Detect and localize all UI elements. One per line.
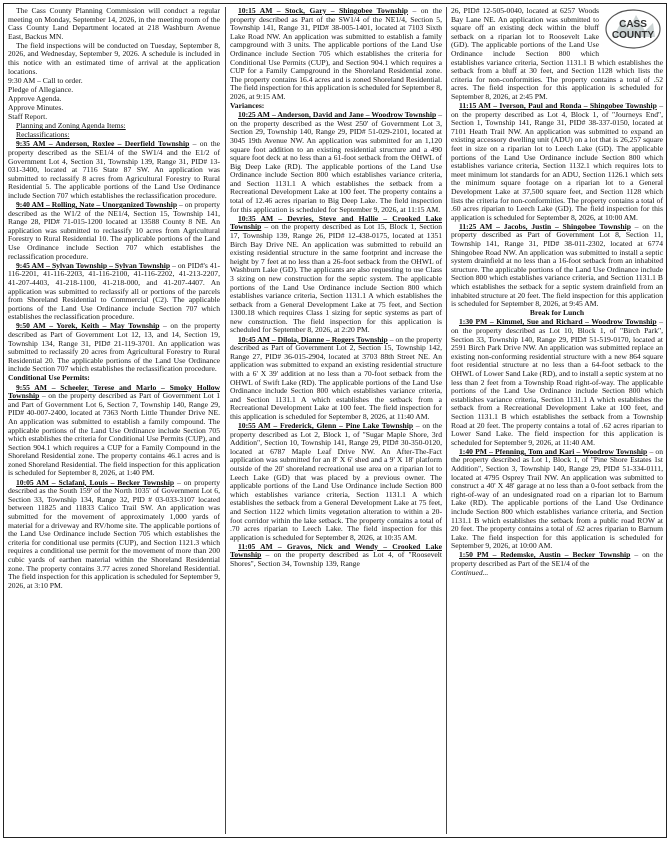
section-heading: Conditional Use Permits:: [8, 373, 90, 383]
item-heading: 10:05 AM – Sclafani, Louis – Becker Township: [16, 477, 175, 487]
break-label: Break for Lunch: [529, 308, 585, 318]
item-body-continued: 26, PID# 12-505-0040, located at 6257 Woods Bay Lane NE. An application was submitted to square off an existing deck within the bluff setback on a riparian lot to Roosevelt Lake (GD). The applicable portions of the Land Use Ordinance include Section 800 which establishes variance criteria, Section 1131.1 B which establishes the setback from a bluff at 30 feet, and Section 1128 which lists the criteria for non-conformities. The property contains a total of .52 acres. The field inspection for this application is scheduled for September 8, 2026, at 2:45 PM.: [451, 6, 663, 101]
logo-line-2: COUNTY: [611, 30, 655, 41]
intro-paragraph: The Cass County Planning Commission will conduct a regular meeting on Monday, September 14, 2026, in the meeting room of the Cass County Land Department located at 218 Washburn Avenue East, Backus MN.: [8, 6, 220, 41]
item-body: – on the property described as Lot 1, Block 1, of "Pine Shore Estates 1st Addition", Section 3, Township 140, Range 29, PID# 51-334-0111, located at 4795 Osprey Trail NW. An application was submitted to construct a 40' X 48' garage at no less than a 0-foot setback from the right-of-way of an undesignated road on a riparian lot to Barnum Lake (RD). The applicable portions of the Land Use Ordinance include Section 800 which establishes variance criteria, and Section 1131.1 B which establishes the setback from a public road ROW at 20 feet. The property contains a total of .62 acres riparian to Barnum Lake. The field inspection for this application is scheduled for September 9, 2026, at 10:00 AM.: [451, 446, 663, 551]
column-divider: [446, 7, 447, 834]
agenda-item: [8, 322, 220, 374]
item-body: – on the property described as Part of the SW1/4 of the NE1/4, Section 5, Township 141, Range 31, PID# 38-005-1401, located at 7103 Sixth Lake Road NW. An application was submitted to establish a family campground with 3 units. The applicable portions of the Land Use Ordinance include Section 705 which establishes the criteria for Conditional Use Permits (CUP), and Section 904.1 which requires a CUP for a Family Campground in the Shoreland Residential zone. The property contains 16.4 acres and is zoned Shoreland Residential. The field inspection for this application is scheduled for September 8, 2026, at 9:15 AM.: [230, 6, 443, 101]
logo-line-1: CASS: [619, 19, 647, 30]
item-body: – on property described as the South 159' of the North 1035' of Government Lot 6, Section 33, Township 134, Range 32, PID # 03-033-3107 located between 11825 and 11833 Calico Trail SW. An application was submitted for the movement of approximately 1,000 yards of material for a driveway and RV/home site. The applicable portions of the Land Use Ordinance include Section 705 which establishes the criteria for conditional use permits (CUP), and Section 1121.3 which requires a conditional use permit for the movement of more than 200 cubic yards of earthen material within the Shoreland Residential zone. The property contains 3.77 acres zoned Shoreland Residential. The field inspection for this application is scheduled for September 9, 2026, at 3:10 PM.: [8, 477, 220, 590]
section-heading: Reclassifications:: [16, 130, 70, 140]
item-heading: 11:25 AM – Jacobs, Justin – Shingobee Township: [459, 221, 631, 231]
item-heading: 1:30 PM – Kimmel, Sue and Richard – Woodrow Township: [459, 317, 657, 327]
agenda-item: [230, 336, 442, 422]
agenda-item: [451, 551, 663, 568]
agenda-item: [230, 422, 442, 542]
item-heading: 10:35 AM – Devries, Steve and Hallie – Crooked Lake Township: [230, 213, 442, 232]
item-heading: 11:15 AM – Iverson, Paul and Ronda – Shingobee Township: [459, 101, 657, 111]
item-body: – on the property described as Part of Government Lot 2, Section 15, Township 142, Range 27, PID# 36-015-2904, located at 3703 88th Street NE. An application was submitted to expand an existing residential structure with a 6' X 39' addition at no less than a 70-foot setback from the OHWL of Swift Lake (RD). The applicable portions of the Land Use Ordinance include Section 800 which establishes variance criteria, and Section 1131.1 A which establishes the setback from a Recreational Development Lake at 100 feet. The field inspection for this application is scheduled for September 8, 2026, at 11:40 AM.: [230, 334, 442, 421]
agenda-line: 9:30 AM – Call to order.: [8, 75, 83, 85]
agenda-item: [230, 543, 442, 569]
item-body: – on the property described as Part of Government Lot 12, 13, and 14, Section 19, Township 134, Range 31, PID# 21-119-3701. An application was submitted to reclassify 20 acres from Agricultural Forestry to Rural Residential 20. The applicable portions of the Land Use Ordinance include Section 707 which establishes the reclassification procedure.: [8, 321, 220, 374]
legal-notice-page: [3, 3, 667, 838]
agenda-line: Approve Agenda.: [8, 93, 62, 103]
agenda-item: [230, 111, 442, 214]
item-body: – on property described as the W1/2 of the NE1/4, Section 15, Township 141, Range 28, PID# 71-015-1200 located at 13588 County 8 NE. An application was submitted to reclassify 10 acres from Agricultural Forestry to Rural Residential 10. The applicable portions of the Land Use Ordinance include Section 707 which establishes the reclassification procedure.: [8, 200, 220, 261]
item-body: – on the property described as Part of Government Lot 1 and Part of Government Lot 6, Section 7, Township 140, Range 29, PID# 40-007-2400, located at 7363 North Little Thunder Drive NE. An application was submitted to establish a family compound. The applicable portions of the Land Use Ordinance include Section 705 which establishes the criteria for Conditional Use Permits (CUP), and Section 904.1 which requires a CUP for a Family Compound in the Shoreland Residential zone. The property contains 46.1 acres and is zoned Shoreland Residential. The field inspection for this application is scheduled for September 8, 2026, at 1:40 PM.: [8, 391, 220, 478]
item-heading: 10:15 AM – Stock, Gary – Shingobee Township: [238, 6, 409, 15]
item-heading: 9:55 AM – Scheeler, Terese and Marlo – Smoky Hollow Township: [8, 382, 220, 401]
agenda-item: [451, 318, 663, 447]
agenda-item: [8, 479, 220, 591]
agenda-item: [8, 384, 220, 479]
agenda-item: [8, 140, 220, 200]
section-heading: Planning and Zoning Agenda Items:: [16, 121, 126, 131]
item-heading: 9:35 AM – Anderson, Roxlee – Deerfield Township: [16, 139, 190, 149]
agenda-item: [230, 215, 442, 335]
item-body: – on the property described as Lot 4, of "Roosevelt Shores", Section 34, Township 139, Range: [230, 550, 442, 568]
column-2: [230, 7, 442, 569]
agenda-item: [8, 262, 220, 322]
section-heading: Variances:: [230, 101, 265, 111]
item-body: – on the property described as Part of Government Lot 8, Section 11, Township 141, Range 31, PID# 38-011-2302, located at 6774 Shingobee Road NW. An application was submitted to install a septic system drainfield at no less than a 16-foot setback from an inhabited structure. The applicable portions of the Land Use Ordinance include Section 800 which establishes variance criteria, and Section 1131.1 B which establishes the setback for a septic system drainfield from an inhabited structure at 20 feet. The field inspection for this application is scheduled for September 8, 2026, at 9:45 AM.: [451, 221, 663, 309]
agenda-item: [8, 201, 220, 261]
cass-county-logo: [603, 7, 663, 51]
agenda-line: Staff Report.: [8, 112, 48, 122]
column-3: [451, 7, 663, 578]
item-body: – on the property described as Part of the SE1/4 of the: [451, 550, 663, 568]
item-heading: 9:50 AM – Yorek, Keith – May Township: [16, 321, 160, 331]
item-heading: 10:45 AM – Diloia, Dianne – Rogers Township: [238, 334, 388, 344]
item-heading: 11:05 AM – Gravos, Nick and Wendy – Crooked Lake Township: [230, 541, 442, 560]
county-seal-icon: [603, 7, 663, 51]
agenda-line: Approve Minutes.: [8, 103, 64, 113]
item-body: – on the property described as Lot 4, Block 1, of "Journeys End", Section 1, Township 141, Range 31, PID# 38-337-0150, located at 7101 Heath Trail NW. An application was submitted to expand an existing accessory dwelling unit (ADU) on a lot that is 26,257 square feet in size on a riparian lot to Leech Lake (GD). The applicable portions of the Land Use Ordinance include Section 800 which establishes variance criteria, Section 1132.1 which requires lots to meet minimum lot standards for an ADU, Section 1126.1 which sets the minimum square footage on a riparian lot to a General Development Lake at 37,500 square feet, and Section 1128 which lists the criteria for non-conformities. The property contains a total of .60 acres riparian to Leech Lake (GD). The field inspection for this application is scheduled for September 8, 2026, at 10:00 AM.: [451, 101, 663, 222]
item-body: – on the property described as Lot 15, Block 1, Section 17, Township 139, Range 26, PID# 12-438-0175, located at 1351 Birch Bay Drive NE. An application was submitted to rebuild an existing residential structure in the same footprint and increase the height by 7 feet at no less than a 26-foot setback from the OHWL of Washburn Lake (GD). The applicants are also requesting to use Class 3 sizing on new construction for the septic system. The applicable portions of the Land Use Ordinance include Section 800 which establishes variance criteria, Section 1131.1 A which establishes the setback from a General Development Lake at 75 feet, and Section 1300.18 which requires Class 1 sizing for septic systems as part of new construction. The field inspection for this application is scheduled for September 8, 2026, at 2:20 PM.: [230, 222, 442, 335]
item-body: – on the property described as the SE1/4 of the SW1/4 and the E1/2 of Government Lot 4, Section 31, Township 139, Range 31, PID# 13-031-3400, located at 7116 State 87 SW. An application was submitted to reclassify 8 acres from Agricultural Forestry to Rural Residential 5. The applicable portions of the Land Use Ordinance include Section 707 which establishes the reclassification procedure.: [8, 139, 220, 200]
intro-paragraph: The field inspections will be conducted on Tuesday, September 8, 2026, and Wednesday, September 9, 2026. A schedule is included in this notice with an estimated time of arrival at the application locations.: [8, 40, 220, 76]
item-body: – on PID#'s 41-116-2201, 41-116-2203, 41-116-2100, 41-116-2202, 41-213-2207, 41-207-4403, 41-218-1100, 41-218-000, and 41-207-4407. An application was submitted to reclassify all or portions of the parcels from Shoreland Residential to Commercial (C2). The applicable portions of the Land Use Ordinance include Section 707 which establishes the reclassification procedure.: [8, 260, 220, 322]
item-body: – on the property described as Lot 2, Block 1, of "Sugar Maple Shore, 3rd Addition", Section 10, Township 141, Range 29, PID# 30-350-0120, located at 6787 Maple Leaf Drive NW. An After-The-Fact application was submitted for an 8' X 6' shed and a 9' X 18' platform outside of the 20' shoreland recreational use area on a riparian lot to Leech Lake (GD) that was placed by a previous owner. The applicable portions of the Land Use Ordinance include Section 800 which establishes variance criteria, Section 1131.1 A which establishes the setback from a General Development Lake at 75 feet, and Section 1122 which limits vegetation alteration to within a 20-foot corridor within the lake setback. The property contains a total of .70 acres riparian to Leech Lake. The field inspection for this application is scheduled for September 8, 2026, at 10:35 AM.: [230, 421, 442, 542]
agenda-item: [230, 7, 442, 102]
item-heading: 10:25 AM – Anderson, David and Jane – Woodrow Township: [238, 110, 437, 120]
column-1: [8, 7, 220, 591]
agenda-item: [451, 448, 663, 551]
item-body: – on the property described as Lot 10, Block 1, of "Birch Park", Section 33, Township 140, Range 29, PID# 51-519-0170, located at 2591 Birch Park Drive NW. An application was submitted replace an existing non-conforming residential structure with a new 864 square foot residential structure at no less than a 64-foot setback to the OHWL of Lower Sand Lake (RD), and to install a septic system at no less than 2 feet from a Township Road right-of-way. The applicable portions of the Land Use Ordinance include Section 800 which establishes variance criteria, Section 1131.1 A which establishes the setback from a Recreational Development Lake at 100 feet, and Section 1131.1 B which establishes the setback from a Township Road at 20 feet. The property contains a total of .62 acres riparian to Lower Sand Lake. The field inspection for this application is scheduled for September 9, 2026, at 11:40 AM.: [451, 317, 663, 447]
agenda-item: [451, 102, 663, 222]
agenda-line: Pledge of Allegiance.: [8, 84, 74, 94]
agenda-item: [451, 223, 663, 309]
item-body: – on the property described as the West 250' of Government Lot 3, Section 29, Township 140, Range 29, PID# 51-029-2101, located at 3045 19th Avenue NW. An application was submitted for an 1,120 square foot addition to an existing residential structure and a 490 square foot deck at no less than a 61-foot setback from the OHWL of Big Deep Lake (RD). The applicable portions of the Land Use Ordinance include Section 800 which establishes variance criteria, and Section 1131.1 A which establishes the setback from a Recreational Development Lake at 100 feet. The property contains a total of 12.46 acres riparian to Big Deep Lake. The field inspection for this application is scheduled for September 9, 2026, at 11:15 AM.: [230, 110, 442, 214]
item-heading: 1:40 PM – Pfenning, Tom and Kari – Woodrow Township: [459, 446, 648, 456]
item-heading: 10:55 AM – Frederick, Glenn – Pine Lake Township: [238, 421, 414, 430]
column-divider: [225, 7, 226, 834]
item-heading: 9:45 AM – Sylvan Township – Sylvan Township: [16, 260, 171, 270]
continued-label: Continued...: [451, 568, 489, 578]
item-heading: 1:50 PM – Redemske, Austin – Becker Township: [459, 550, 631, 560]
item-heading: 9:40 AM – Rolling, Nate – Unorganized Township: [16, 200, 178, 210]
